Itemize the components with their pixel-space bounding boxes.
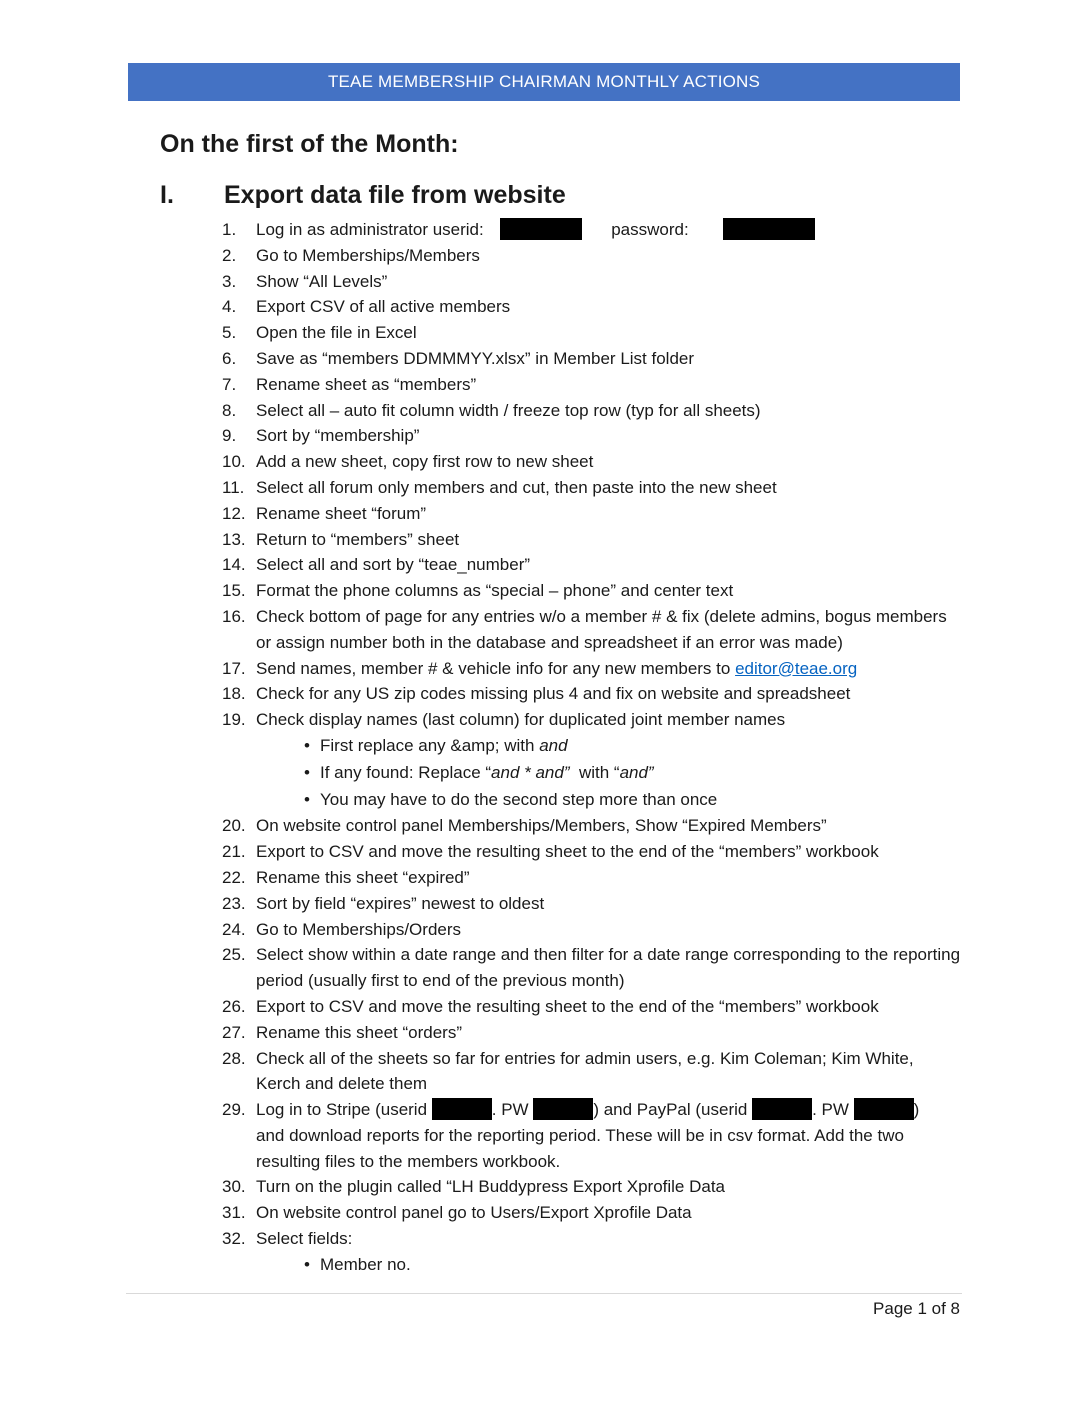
steps-list — [222, 217, 962, 1279]
step-text: ) and PayPal (userid — [593, 1100, 753, 1120]
step-text: Save as “members DDMMMYY.xlsx” in Member List folder — [256, 348, 695, 368]
step-number: 13. — [222, 529, 246, 549]
redacted-stripe-userid — [432, 1098, 492, 1120]
section-number: I. — [160, 181, 174, 209]
list-item — [222, 813, 962, 839]
step-text: Go to Memberships/Orders — [256, 919, 462, 939]
list-item — [222, 320, 962, 346]
step-text: Select all forum only members and cut, then paste into the new sheet — [256, 477, 777, 497]
step-text: Sort by “membership” — [256, 426, 420, 446]
bullet-text-italic: and — [539, 735, 568, 755]
bullet-text: Member no. — [320, 1254, 411, 1274]
list-item — [222, 243, 962, 269]
list-item — [222, 681, 962, 707]
step-text: Add a new sheet, copy first row to new sheet — [256, 452, 594, 472]
bullet-item — [222, 787, 962, 814]
step-number: 26. — [222, 996, 246, 1016]
step-number: 1. — [222, 220, 237, 239]
step-text: Check bottom of page for any entries w/o a member # & fix (delete admins, bogus members or assign number both in the database and spreadsheet if an error was made) — [256, 606, 947, 652]
step-number: 16. — [222, 606, 246, 626]
list-item — [222, 707, 962, 733]
step-text: Return to “members” sheet — [256, 529, 460, 549]
step-number: 29. — [222, 1100, 246, 1120]
step-number: 2. — [222, 245, 237, 265]
step-text: . PW — [812, 1100, 854, 1120]
list-item — [222, 1200, 962, 1226]
list-item — [222, 269, 962, 295]
editor-email-link[interactable]: editor@teae.org — [735, 658, 858, 678]
step-text: Show “All Levels” — [256, 271, 388, 291]
step-number: 17. — [222, 658, 246, 678]
list-item — [222, 527, 962, 553]
bullet-glyph: • — [304, 735, 310, 755]
step-text: Send names, member # & vehicle info for any new members to — [256, 658, 736, 678]
redacted-password — [723, 218, 815, 240]
list-item — [222, 217, 962, 243]
step-text: . PW — [491, 1100, 534, 1120]
bullet-glyph: • — [304, 1254, 310, 1274]
step-number: 7. — [222, 374, 237, 394]
step-text: Export CSV of all active members — [256, 297, 511, 317]
bullet-text: If any found: Replace “ — [320, 762, 492, 782]
step-text: Select fields: — [256, 1229, 353, 1249]
bullet-text-italic: and * and” — [491, 762, 570, 782]
list-item — [222, 578, 962, 604]
step-text: Log in to Stripe (userid — [256, 1100, 432, 1120]
bullet-item — [222, 733, 962, 760]
header-title: TEAE MEMBERSHIP CHAIRMAN MONTHLY ACTIONS — [327, 72, 761, 91]
list-item — [222, 891, 962, 917]
step-number: 31. — [222, 1203, 246, 1223]
step-number: 12. — [222, 503, 246, 523]
list-item — [222, 423, 962, 449]
step-number: 24. — [222, 919, 246, 939]
step-text: Check all of the sheets so far for entries for admin users, e.g. Kim Coleman; Kim White, Kerch and delete them — [256, 1048, 914, 1094]
step-number: 25. — [222, 945, 246, 965]
list-item — [222, 552, 962, 578]
step-text: Rename sheet as “members” — [256, 374, 477, 394]
list-item — [222, 501, 962, 527]
step-number: 18. — [222, 684, 246, 704]
bullet-glyph: • — [304, 762, 310, 782]
step-number: 28. — [222, 1048, 246, 1068]
step-text: Export to CSV and move the resulting sheet to the end of the “members” workbook — [256, 996, 879, 1016]
bullet-text: First replace any &amp; with — [320, 735, 540, 755]
list-item — [222, 942, 962, 994]
step-number: 4. — [222, 297, 237, 317]
step-number: 30. — [222, 1177, 246, 1197]
list-item — [222, 1046, 962, 1098]
redacted-userid — [500, 218, 582, 240]
list-item — [222, 604, 962, 656]
step-text: On website control panel go to Users/Export Xprofile Data — [256, 1203, 692, 1223]
step-text-continued: and download reports for the reporting period. These will be in csv format. Add the two resulting files to the members workbook. — [256, 1125, 904, 1171]
step-number: 15. — [222, 581, 246, 601]
step-number: 8. — [222, 400, 237, 420]
bullet-text: with “ — [569, 762, 620, 782]
page-number: Page 1 of 8 — [873, 1299, 960, 1318]
list-item — [222, 1097, 962, 1174]
step-text: Log in as administrator userid: — [256, 220, 484, 239]
page-header-bar — [128, 63, 960, 101]
step-text: Select show within a date range and then filter for a date range corresponding to the reporting period (usually first to end of the previous month) — [256, 945, 961, 991]
redacted-stripe-password — [533, 1098, 593, 1120]
step-number: 20. — [222, 816, 246, 836]
step-text: Rename this sheet “expired” — [256, 867, 470, 887]
step-text: password: — [611, 220, 689, 239]
step-text: Export to CSV and move the resulting sheet to the end of the “members” workbook — [256, 842, 879, 862]
list-item — [222, 656, 962, 682]
redacted-paypal-userid — [752, 1098, 812, 1120]
bullet-glyph: • — [304, 789, 310, 809]
list-item — [222, 1020, 962, 1046]
step-text: Select all and sort by “teae_number” — [256, 555, 531, 575]
step-text: Select all – auto fit column width / freeze top row (typ for all sheets) — [256, 400, 761, 420]
list-item — [222, 346, 962, 372]
footer-divider — [126, 1293, 962, 1294]
step-number: 19. — [222, 710, 246, 730]
list-item — [222, 865, 962, 891]
step-number: 27. — [222, 1022, 246, 1042]
step-text: Sort by field “expires” newest to oldest — [256, 893, 545, 913]
step-text: Format the phone columns as “special – phone” and center text — [256, 581, 734, 601]
list-item — [222, 398, 962, 424]
step-text: Open the file in Excel — [256, 323, 417, 343]
bullet-text-italic: and” — [619, 762, 654, 782]
list-item — [222, 372, 962, 398]
step-number: 3. — [222, 271, 237, 291]
list-item — [222, 994, 962, 1020]
step-number: 10. — [222, 452, 246, 472]
page-heading: On the first of the Month: — [160, 130, 459, 158]
step-text: Go to Memberships/Members — [256, 245, 480, 265]
redacted-paypal-password — [854, 1098, 914, 1120]
list-item — [222, 839, 962, 865]
step-text: Turn on the plugin called “LH Buddypress Export Xprofile Data — [256, 1177, 726, 1197]
list-item — [222, 917, 962, 943]
step-number: 6. — [222, 348, 237, 368]
list-item — [222, 1174, 962, 1200]
step-number: 32. — [222, 1229, 246, 1249]
step-text: On website control panel Memberships/Members, Show “Expired Members” — [256, 816, 827, 836]
step-number: 5. — [222, 323, 237, 343]
step-text: Rename sheet “forum” — [256, 503, 427, 523]
step-number: 11. — [222, 477, 245, 497]
list-item — [222, 294, 962, 320]
step-number: 9. — [222, 426, 237, 446]
bullet-item — [222, 1252, 962, 1279]
step-number: 23. — [222, 893, 246, 913]
step-text: Check for any US zip codes missing plus 4 and fix on website and spreadsheet — [256, 684, 851, 704]
bullet-text: You may have to do the second step more than once — [320, 789, 718, 809]
list-item — [222, 1226, 962, 1252]
step-text: Rename this sheet “orders” — [256, 1022, 462, 1042]
list-item — [222, 449, 962, 475]
list-item — [222, 475, 962, 501]
step-text: Check display names (last column) for duplicated joint member names — [256, 710, 786, 730]
step-text: ) — [913, 1100, 920, 1120]
section-title: Export data file from website — [224, 181, 566, 209]
step-number: 21. — [222, 842, 246, 862]
step-number: 22. — [222, 867, 246, 887]
section-heading — [160, 181, 566, 210]
step-number: 14. — [222, 555, 246, 575]
bullet-item — [222, 760, 962, 787]
